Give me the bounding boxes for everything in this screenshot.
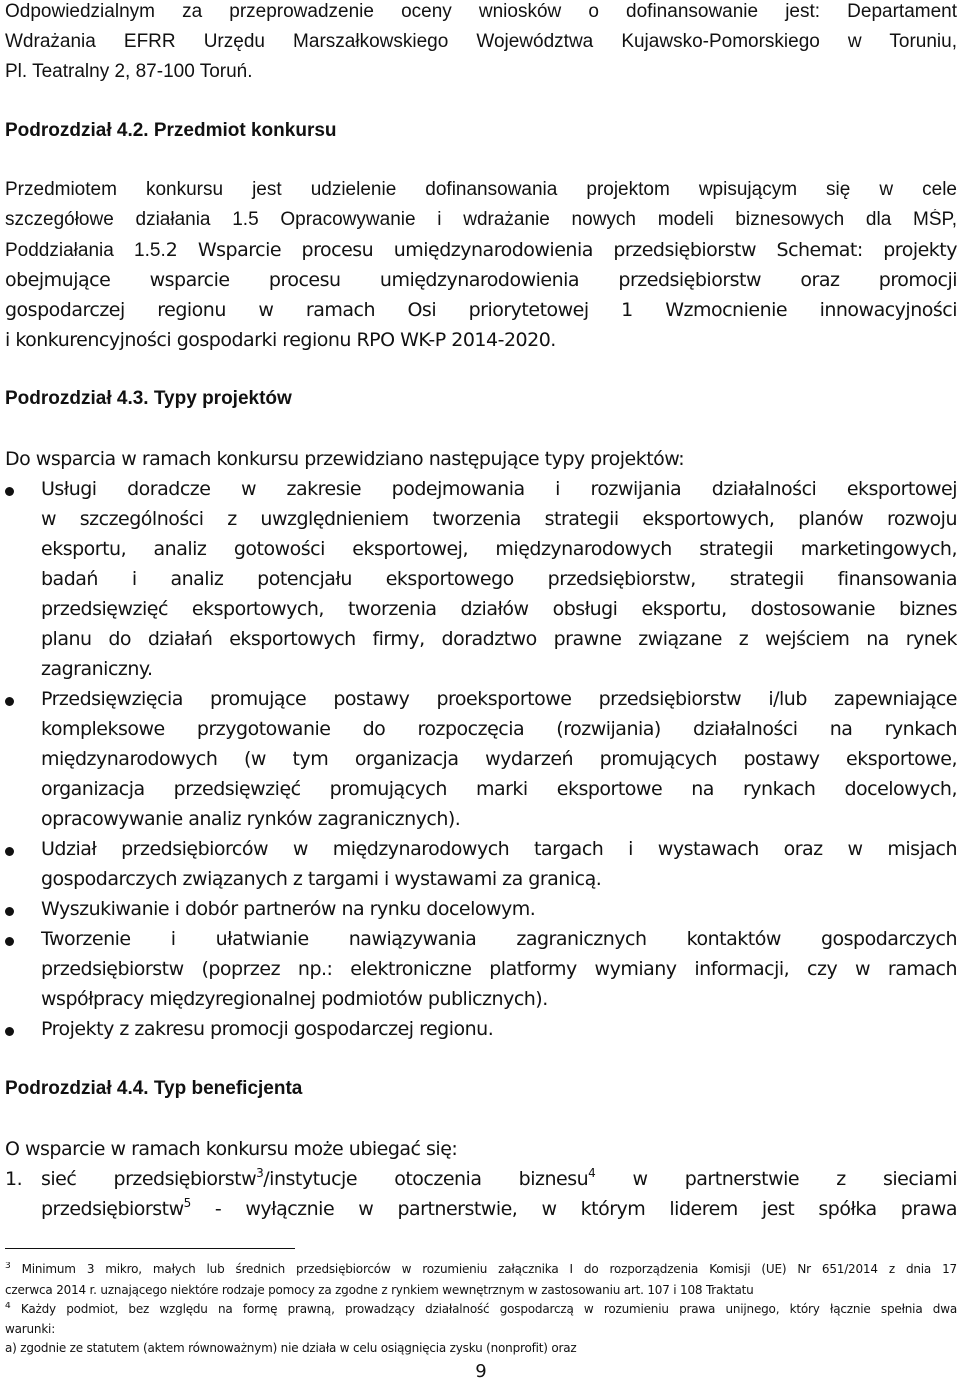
list-item-line	[41, 1168, 957, 1190]
list-item-line: Wyszukiwanie i dobór partnerów na rynku docelowym.	[41, 898, 536, 920]
footnote-ref[interactable]: 4	[588, 1168, 596, 1180]
paragraph-line: Przedmiotem konkursu jest udzielenie dofinansowania projektom wpisującym się w cele	[5, 179, 957, 200]
list-item-line: badań i analiz potencjału eksportowego przedsiębiorstw, strategii finansowania	[41, 568, 957, 590]
bullet-icon	[5, 697, 14, 706]
footnote-line: a) zgodnie ze statutem (aktem równoważnym) nie działa w celu osiągnięcia zysku (nonprofit) oraz	[5, 1341, 577, 1355]
list-item-line: przedsięwzięć eksportowych, tworzenia działów obsługi eksportu, dostosowanie biznes	[41, 598, 957, 620]
list-item-line: Usługi doradcze w zakresie podejmowania i rozwijania działalności eksportowej	[41, 478, 957, 500]
bullet-icon	[5, 937, 14, 946]
intro-line: Wdrażania EFRR Urzędu Marszałkowskiego Województwa Kujawsko-Pomorskiego w Toruniu,	[5, 31, 957, 52]
list-item-line: międzynarodowych (w tym organizacja wydarzeń promujących postawy eksportowe,	[41, 748, 957, 770]
list-item-line: współpracy międzyregionalnej podmiotów publicznych).	[41, 988, 548, 1010]
document-page	[5, 0, 957, 1384]
text-segment: w partnerstwie z sieciami	[595, 1168, 957, 1190]
bullet-icon	[5, 1027, 14, 1036]
footnote-ref[interactable]: 5	[183, 1198, 191, 1210]
list-item-line: organizacja przedsięwzięć promujących marki eksportowe na rynkach docelowych,	[41, 778, 957, 800]
list-item-line: przedsiębiorstw (poprzez np.: elektroniczne platformy wymiany informacji, czy w ramach	[41, 958, 957, 980]
list-item-line	[41, 1198, 957, 1220]
list-item-line: Udział przedsiębiorców w międzynarodowych targach i wystawach oraz w misjach	[41, 838, 957, 860]
bullet-icon	[5, 487, 14, 496]
paragraph-line: obejmujące wsparcie procesu umiędzynarodowienia przedsiębiorstw oraz promocji	[5, 269, 957, 291]
text-segment: sieć przedsiębiorstw	[41, 1168, 257, 1190]
list-item-line: Przedsięwzięcia promujące postawy proeksportowe przedsiębiorstw i/lub zapewniające	[41, 688, 957, 710]
intro-line: Odpowiedzialnym za przeprowadzenie oceny wniosków o dofinansowanie jest: Departament	[5, 1, 957, 22]
list-item-line: eksportu, analiz gotowości eksportowej, międzynarodowych strategii marketingowych,	[41, 538, 957, 560]
footnote-text: Każdy podmiot, bez względu na formę prawną, prowadzący działalność gospodarczą w rozumieniu prawa unijnego, który łącznie spełnia dwa	[20, 1302, 957, 1316]
footnote-line	[5, 1302, 957, 1316]
bullet-icon	[5, 907, 14, 916]
text-segment: /instytucje otoczenia biznesu	[263, 1168, 589, 1190]
paragraph-line: i konkurencyjności gospodarki regionu RPO WK-P 2014-2020.	[5, 329, 556, 351]
footnote-text: Minimum 3 mikro, małych lub średnich przedsiębiorców w rozumieniu załącznika I do rozporządzenia Komisji (UE) Nr 651/2014 z dnia 17	[21, 1262, 957, 1276]
list-item-line: gospodarczych związanych z targami i wystawami za granicą.	[41, 868, 602, 890]
list-item-line: Projekty z zakresu promocji gospodarczej regionu.	[41, 1018, 494, 1040]
bullet-icon	[5, 847, 14, 856]
list-item-line: kompleksowe przygotowanie do rozpoczęcia (rozwijania) działalności na rynkach	[41, 718, 957, 740]
text-segment: przedsiębiorstw	[41, 1198, 184, 1220]
list-item-line: w szczególności z uwzględnieniem tworzenia strategii eksportowych, planów rozwoju	[41, 508, 957, 530]
page-number: 9	[475, 1361, 487, 1382]
list-item-line: Tworzenie i ułatwianie nawiązywania zagranicznych kontaktów gospodarczych	[41, 928, 957, 950]
list-item-line: planu do działań eksportowych firmy, doradztwo prawne związane z wejściem na rynek	[41, 628, 957, 650]
section-43-intro: Do wsparcia w ramach konkursu przewidziano następujące typy projektów:	[5, 448, 685, 470]
footnote-mark: 4	[5, 1302, 11, 1311]
footnote-line	[5, 1262, 957, 1276]
section-44-intro: O wsparcie w ramach konkursu może ubiegać się:	[5, 1138, 458, 1160]
paragraph-segment: 2 Wsparcie procesu umiędzynarodowienia przedsiębiorstw Schemat: projekty	[165, 239, 957, 261]
footnote-separator	[5, 1248, 295, 1249]
paragraph-segment: Poddziałania 1.5.	[5, 240, 166, 261]
intro-line: Pl. Teatralny 2, 87-100 Toruń.	[5, 61, 253, 82]
footnote-line: czerwca 2014 r. uznającego niektóre rodzaje pomocy za zgodne z rynkiem wewnętrznym w zastosowaniu art. 107 i 108 Traktatu	[5, 1283, 754, 1297]
paragraph-line: gospodarczej regionu w ramach Osi priorytetowej 1 Wzmocnienie innowacyjności	[5, 299, 957, 321]
paragraph-line	[5, 239, 957, 262]
section-44-heading: Podrozdział 4.4. Typ beneficjenta	[5, 1078, 303, 1099]
footnote-mark: 3	[5, 1262, 11, 1271]
list-item-line: zagraniczny.	[41, 658, 153, 680]
list-number: 1.	[5, 1168, 23, 1190]
list-item-line: opracowywanie analiz rynków zagranicznych).	[41, 808, 461, 830]
paragraph-line: szczegółowe działania 1.5 Opracowywanie i wdrażanie nowych modeli biznesowych dla MŚP,	[5, 209, 957, 230]
footnote-line: warunki:	[5, 1322, 56, 1336]
section-43-heading: Podrozdział 4.3. Typy projektów	[5, 388, 292, 409]
footnote-ref[interactable]: 3	[256, 1168, 264, 1180]
section-42-heading: Podrozdział 4.2. Przedmiot konkursu	[5, 120, 337, 141]
text-segment: - wyłącznie w partnerstwie, w którym liderem jest spółka prawa	[190, 1198, 957, 1220]
